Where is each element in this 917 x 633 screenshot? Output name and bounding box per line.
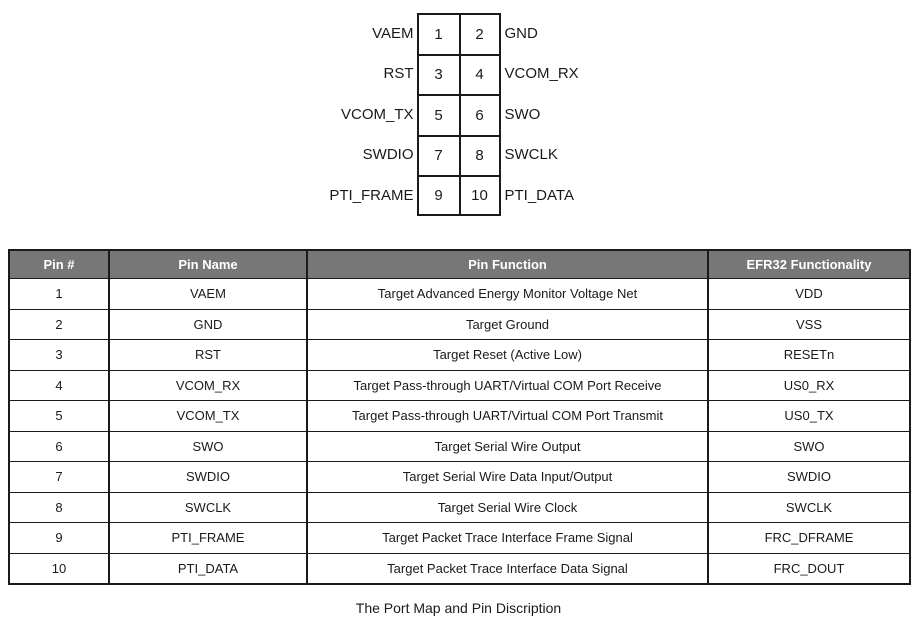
table-cell: SWCLK	[708, 492, 910, 523]
table-cell: Target Ground	[307, 309, 708, 340]
table-row	[9, 492, 910, 523]
pin-label-right: SWO	[504, 105, 541, 123]
table-cell: 2	[9, 309, 109, 340]
pin-cell-even: 2	[459, 13, 501, 54]
table-cell: PTI_DATA	[109, 553, 307, 584]
pin-cell-even: 8	[459, 135, 501, 176]
column-header: Pin #	[9, 250, 109, 279]
table-row	[9, 553, 910, 584]
pin-cell-even: 6	[459, 94, 501, 135]
table-cell: RESETn	[708, 340, 910, 371]
table-row	[9, 370, 910, 401]
pin-label-left: VCOM_TX	[340, 105, 414, 123]
table-cell: Target Reset (Active Low)	[307, 340, 708, 371]
table-cell: FRC_DOUT	[708, 553, 910, 584]
table-cell: US0_TX	[708, 401, 910, 432]
table-cell: SWDIO	[708, 462, 910, 493]
table-cell: 6	[9, 431, 109, 462]
table-cell: Target Packet Trace Interface Data Signal	[307, 553, 708, 584]
table-cell: Target Pass-through UART/Virtual COM Port Transmit	[307, 401, 708, 432]
table-cell: SWCLK	[109, 492, 307, 523]
table-cell: VAEM	[109, 279, 307, 310]
table-cell: Target Serial Wire Clock	[307, 492, 708, 523]
table-cell: 1	[9, 279, 109, 310]
table-cell: Target Pass-through UART/Virtual COM Port Receive	[307, 370, 708, 401]
port-map-diagram	[287, 13, 631, 216]
table-cell: US0_RX	[708, 370, 910, 401]
table-cell: 3	[9, 340, 109, 371]
table-cell: VDD	[708, 279, 910, 310]
table-cell: VCOM_RX	[109, 370, 307, 401]
table-row	[9, 279, 910, 310]
table-header-row	[9, 250, 910, 279]
pin-label-right: PTI_DATA	[504, 186, 574, 204]
pin-cell-odd: 9	[417, 175, 459, 216]
figure-caption: The Port Map and Pin Discription	[355, 599, 562, 616]
table-cell: Target Packet Trace Interface Frame Signal	[307, 523, 708, 554]
pin-label-left: PTI_FRAME	[329, 186, 414, 204]
table-cell: Target Serial Wire Output	[307, 431, 708, 462]
table-cell: 5	[9, 401, 109, 432]
pin-label-right: GND	[504, 24, 538, 42]
table-row	[9, 309, 910, 340]
table-cell: 7	[9, 462, 109, 493]
pin-cell-odd: 7	[417, 135, 459, 176]
table-row	[9, 431, 910, 462]
pin-cell-even: 4	[459, 54, 501, 95]
pin-label-right: SWCLK	[504, 146, 558, 164]
table-cell: SWDIO	[109, 462, 307, 493]
pin-cell-odd: 3	[417, 54, 459, 95]
column-header: Pin Function	[307, 250, 708, 279]
pin-cell-odd: 5	[417, 94, 459, 135]
table-cell: FRC_DFRAME	[708, 523, 910, 554]
pin-label-left: VAEM	[372, 24, 414, 42]
table-cell: VCOM_TX	[109, 401, 307, 432]
table-cell: 10	[9, 553, 109, 584]
table-cell: 4	[9, 370, 109, 401]
column-header: EFR32 Functionality	[708, 250, 910, 279]
pin-description-table	[8, 249, 911, 585]
table-cell: 8	[9, 492, 109, 523]
table-row	[9, 340, 910, 371]
table-row	[9, 401, 910, 432]
pin-label-right: VCOM_RX	[504, 65, 579, 83]
pin-label-left: SWDIO	[362, 146, 414, 164]
table-cell: SWO	[708, 431, 910, 462]
table-cell: RST	[109, 340, 307, 371]
table-cell: VSS	[708, 309, 910, 340]
pin-cell-odd: 1	[417, 13, 459, 54]
column-header: Pin Name	[109, 250, 307, 279]
table-cell: PTI_FRAME	[109, 523, 307, 554]
table-row	[9, 523, 910, 554]
table-row	[9, 462, 910, 493]
table-cell: Target Advanced Energy Monitor Voltage Net	[307, 279, 708, 310]
table-cell: SWO	[109, 431, 307, 462]
pin-label-left: RST	[383, 65, 414, 83]
table-cell: Target Serial Wire Data Input/Output	[307, 462, 708, 493]
table-cell: 9	[9, 523, 109, 554]
table-cell: GND	[109, 309, 307, 340]
pin-cell-even: 10	[459, 175, 501, 216]
